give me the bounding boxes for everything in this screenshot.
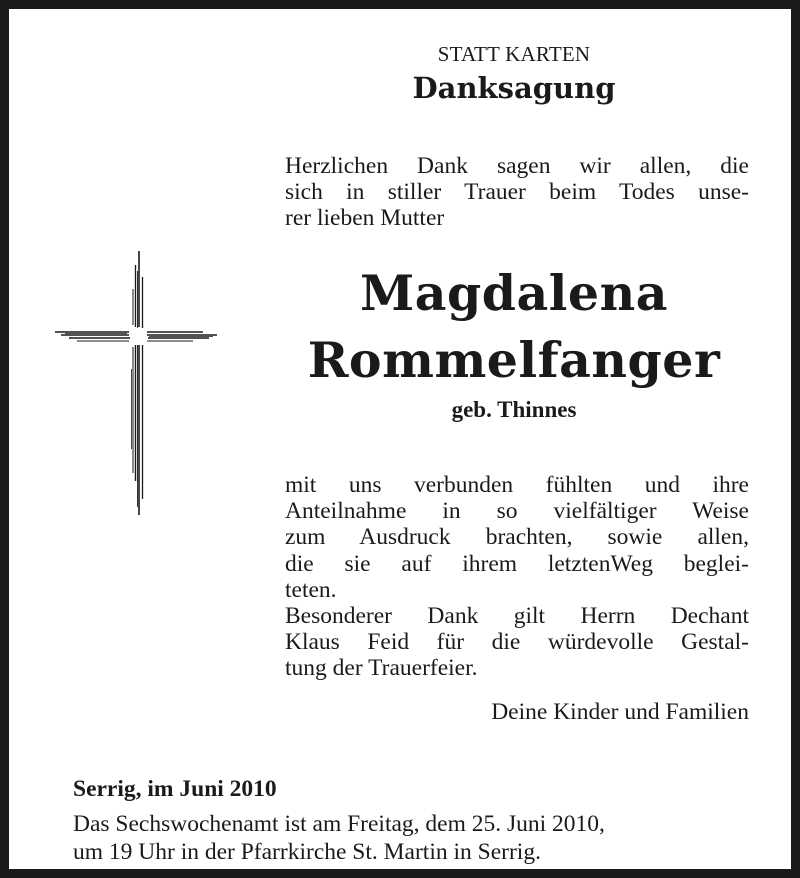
signature: Deine Kinder und Familien [491,699,749,725]
intro-line: Herzlichen Dank sagen wir allen, die [285,153,749,179]
intro-paragraph [285,153,749,231]
service-line: um 19 Uhr in der Pfarrkirche St. Martin in Serrig. [73,839,541,865]
body-line: Klaus Feid für die würdevolle Gestal- [285,629,749,656]
deceased-last-name: Rommelfanger [307,331,721,389]
body-line: teten. [285,576,337,603]
thanks-paragraph [285,472,749,682]
deceased-first-name: Magdalena [360,264,668,322]
body-line: Besonderer Dank gilt Herrn Dechant [285,603,749,630]
body-line: Anteilnahme in so vielfältiger Weise [285,498,749,525]
maiden-name: geb. Thinnes [451,397,577,422]
place-date: Serrig, im Juni 2010 [73,776,277,802]
body-line: tung der Trauerfeier. [285,655,478,682]
service-info [73,810,749,866]
cross-icon [53,249,219,517]
header-title: Danksagung [412,71,616,105]
body-line: mit uns verbunden fühlten und ihre [285,472,749,498]
body-line: die sie auf ihrem letztenWeg beglei- [285,550,749,577]
intro-line: rer lieben Mutter [285,205,445,231]
body-line: zum Ausdruck brachten, sowie allen, [285,524,749,551]
service-line: Das Sechswochenamt ist am Freitag, dem 25. Juni 2010, [73,811,605,837]
intro-line: sich in stiller Trauer beim Todes unse- [285,179,749,205]
header-statt-karten: STATT KARTEN [437,42,591,66]
